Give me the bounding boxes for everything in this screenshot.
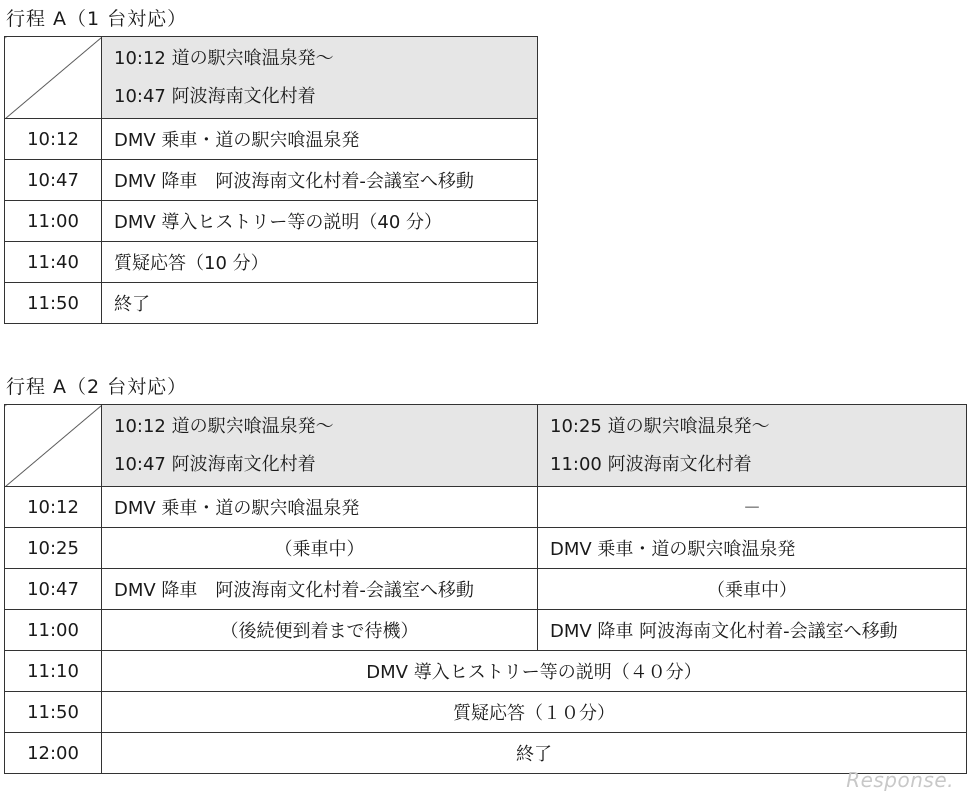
table-row bbox=[5, 610, 967, 651]
activity-cell-b: － bbox=[538, 487, 967, 528]
diagonal-corner-cell bbox=[5, 37, 102, 119]
activity-cell-shared: 質疑応答（１０分） bbox=[102, 692, 967, 733]
time-cell: 11:50 bbox=[5, 692, 102, 733]
time-cell: 10:25 bbox=[5, 528, 102, 569]
table-row bbox=[5, 242, 538, 283]
activity-cell-a: （後続便到着まで待機） bbox=[102, 610, 538, 651]
schedule2-header-row bbox=[5, 405, 967, 487]
schedule2-table bbox=[4, 404, 967, 774]
activity-cell-a: （乗車中） bbox=[102, 528, 538, 569]
time-cell: 11:00 bbox=[5, 201, 102, 242]
schedule1-title: 行程 A（1 台対応） bbox=[6, 8, 188, 30]
activity-cell-a: DMV 降車 阿波海南文化村着-会議室へ移動 bbox=[102, 569, 538, 610]
route-line: 10:12 道の駅宍喰温泉発～ bbox=[114, 415, 334, 437]
schedule1-route-cell bbox=[102, 37, 538, 119]
time-cell: 10:47 bbox=[5, 569, 102, 610]
table-row bbox=[5, 201, 538, 242]
activity-cell-shared: DMV 導入ヒストリー等の説明（４０分） bbox=[102, 651, 967, 692]
schedule2-title: 行程 A（2 台対応） bbox=[6, 376, 188, 398]
activity-cell: DMV 乗車・道の駅宍喰温泉発 bbox=[102, 119, 538, 160]
time-cell: 11:50 bbox=[5, 283, 102, 324]
activity-cell-b: DMV 乗車・道の駅宍喰温泉発 bbox=[538, 528, 967, 569]
activity-cell-shared: 終了 bbox=[102, 733, 967, 774]
activity-cell: 終了 bbox=[102, 283, 538, 324]
route-line: 10:25 道の駅宍喰温泉発～ bbox=[550, 415, 770, 437]
time-cell: 11:40 bbox=[5, 242, 102, 283]
time-cell: 12:00 bbox=[5, 733, 102, 774]
schedule2-route-b-cell bbox=[538, 405, 967, 487]
activity-cell-b: DMV 降車 阿波海南文化村着-会議室へ移動 bbox=[538, 610, 967, 651]
table-row bbox=[5, 528, 967, 569]
response-watermark-logo: Response. bbox=[846, 768, 954, 792]
schedule2-route-a-cell bbox=[102, 405, 538, 487]
time-cell: 10:12 bbox=[5, 119, 102, 160]
time-cell: 11:00 bbox=[5, 610, 102, 651]
activity-cell-b: （乗車中） bbox=[538, 569, 967, 610]
activity-cell: DMV 導入ヒストリー等の説明（40 分） bbox=[102, 201, 538, 242]
table-row bbox=[5, 569, 967, 610]
table-row bbox=[5, 733, 967, 774]
schedule1-header-row bbox=[5, 37, 538, 119]
time-cell: 11:10 bbox=[5, 651, 102, 692]
time-cell: 10:47 bbox=[5, 160, 102, 201]
route-line: 10:47 阿波海南文化村着 bbox=[114, 85, 316, 107]
table-row bbox=[5, 160, 538, 201]
table-row bbox=[5, 651, 967, 692]
table-row bbox=[5, 119, 538, 160]
diagonal-corner-cell bbox=[5, 405, 102, 487]
table-row bbox=[5, 283, 538, 324]
activity-cell: 質疑応答（10 分） bbox=[102, 242, 538, 283]
table-row bbox=[5, 487, 967, 528]
route-line: 10:12 道の駅宍喰温泉発～ bbox=[114, 47, 334, 69]
table-row bbox=[5, 692, 967, 733]
activity-cell-a: DMV 乗車・道の駅宍喰温泉発 bbox=[102, 487, 538, 528]
schedule1-table bbox=[4, 36, 538, 324]
time-cell: 10:12 bbox=[5, 487, 102, 528]
activity-cell: DMV 降車 阿波海南文化村着-会議室へ移動 bbox=[102, 160, 538, 201]
route-line: 11:00 阿波海南文化村着 bbox=[550, 453, 752, 475]
route-line: 10:47 阿波海南文化村着 bbox=[114, 453, 316, 475]
